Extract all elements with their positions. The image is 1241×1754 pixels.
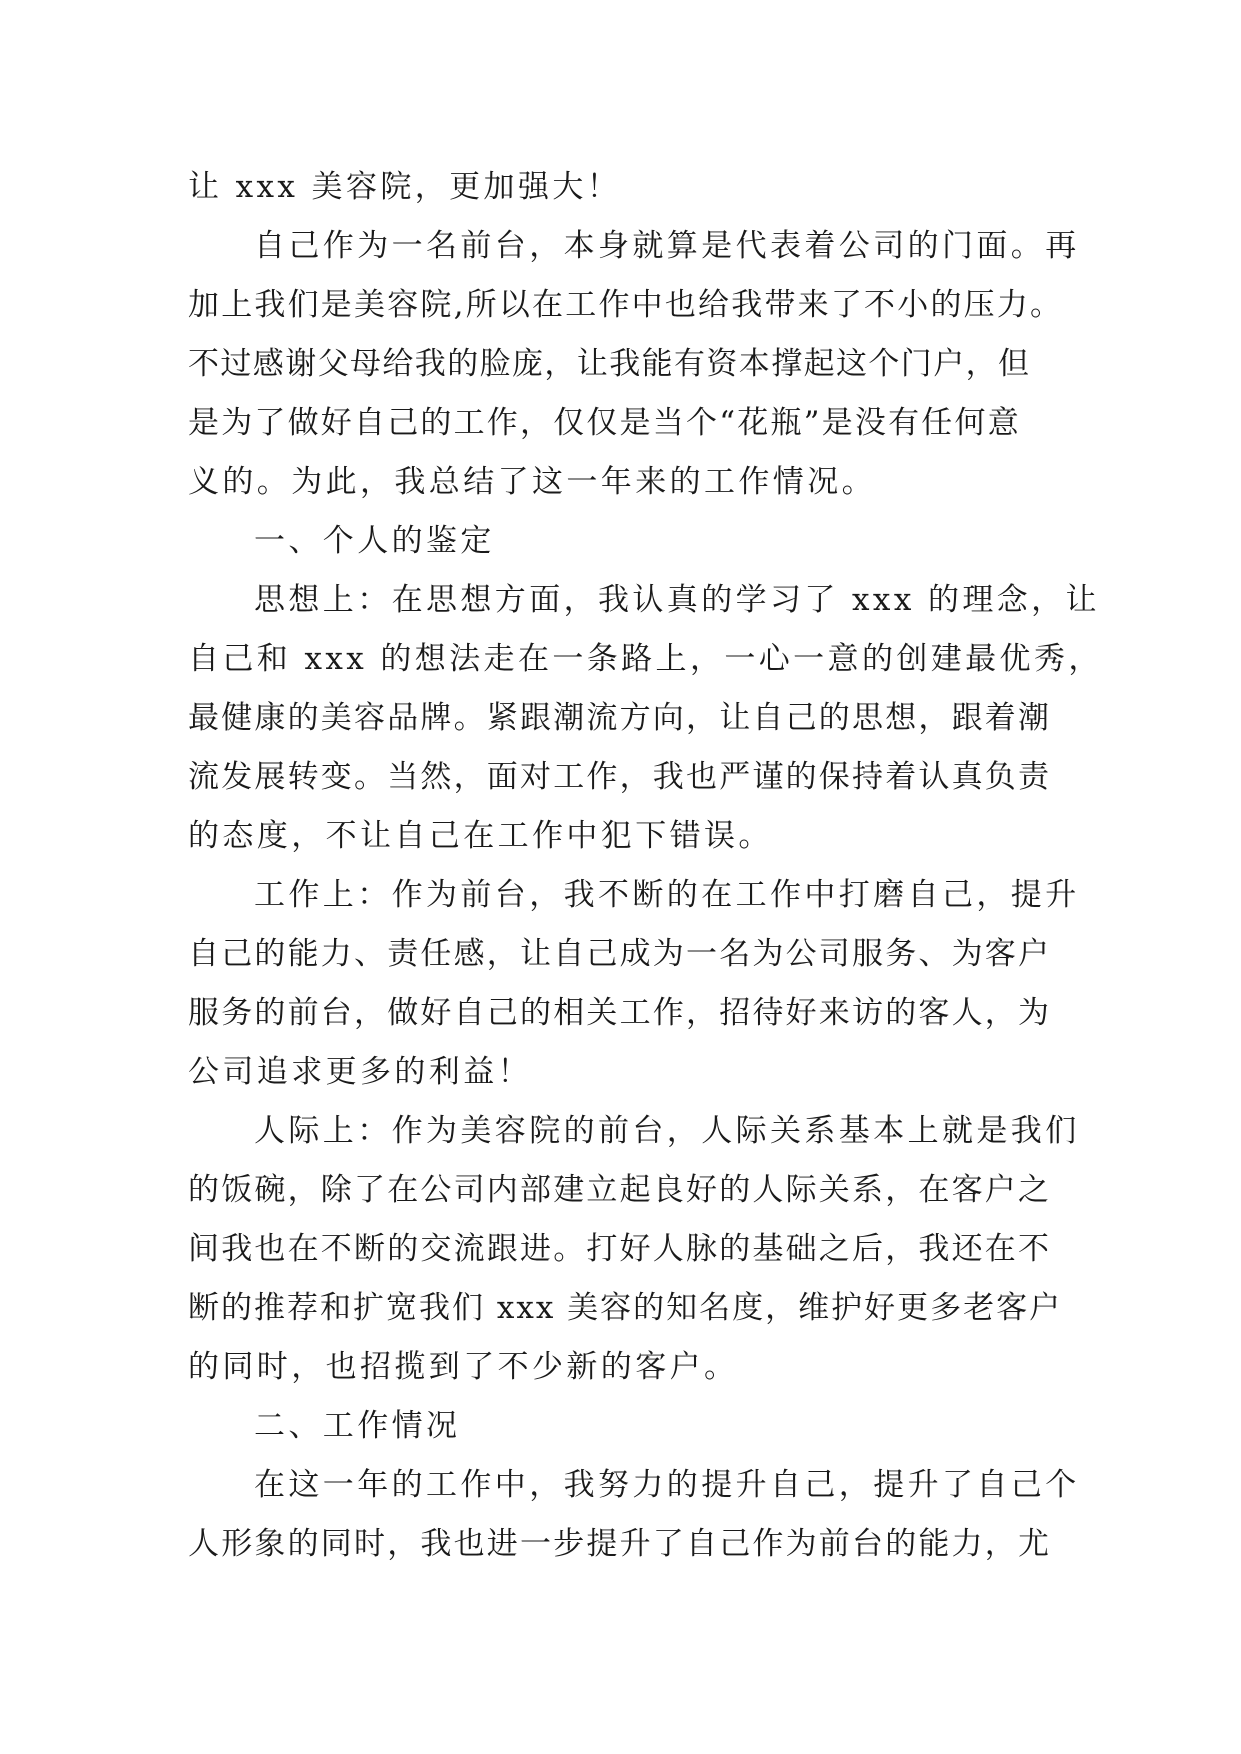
paragraph-line: 思想上：在思想方面，我认真的学习了 xxx 的理念，让 [254,582,1100,618]
text-line: 自己和 xxx 的想法走在一条路上，一心一意的创建最优秀， [188,641,1103,677]
paragraph-line: 自己作为一名前台，本身就算是代表着公司的门面。再 [254,228,1080,264]
document-body [188,158,1103,1574]
text-line: 的同时，也招揽到了不少新的客户。 [188,1349,739,1385]
text-line: 加上我们是美容院,所以在工作中也给我带来了不小的压力。 [188,287,1064,323]
text-line: 公司追求更多的利益！ [188,1054,532,1090]
paragraph-line: 人际上：作为美容院的前台，人际关系基本上就是我们 [254,1113,1080,1149]
text-line: 自己的能力、责任感，让自己成为一名为公司服务、为客户 [188,936,1052,972]
section-heading: 二、工作情况 [254,1408,461,1444]
text-line: 是为了做好自己的工作，仅仅是当个“花瓶”是没有任何意 [188,405,1021,441]
section-heading: 一、个人的鉴定 [254,523,495,559]
text-line: 人形象的同时，我也进一步提升了自己作为前台的能力，尤 [188,1526,1052,1562]
text-line: 断的推荐和扩宽我们 xxx 美容的知名度，维护好更多老客户 [188,1290,1063,1326]
text-line: 的饭碗，除了在公司内部建立起良好的人际关系，在客户之 [188,1172,1052,1208]
paragraph-line: 工作上：作为前台，我不断的在工作中打磨自己，提升 [254,877,1080,913]
text-line: 服务的前台，做好自己的相关工作，招待好来访的客人，为 [188,995,1052,1031]
text-line: 让 xxx 美容院，更加强大！ [188,169,622,205]
text-line: 流发展转变。当然，面对工作，我也严谨的保持着认真负责 [188,759,1052,795]
text-line: 最健康的美容品牌。紧跟潮流方向，让自己的思想，跟着潮 [188,700,1052,736]
paragraph-line: 在这一年的工作中，我努力的提升自己，提升了自己个 [254,1467,1080,1503]
text-line: 的态度，不让自己在工作中犯下错误。 [188,818,773,854]
text-line: 义的。为此，我总结了这一年来的工作情况。 [188,464,876,500]
text-line: 不过感谢父母给我的脸庞，让我能有资本撑起这个门户，但 [188,346,1031,382]
text-line: 间我也在不断的交流跟进。打好人脉的基础之后，我还在不 [188,1231,1052,1267]
